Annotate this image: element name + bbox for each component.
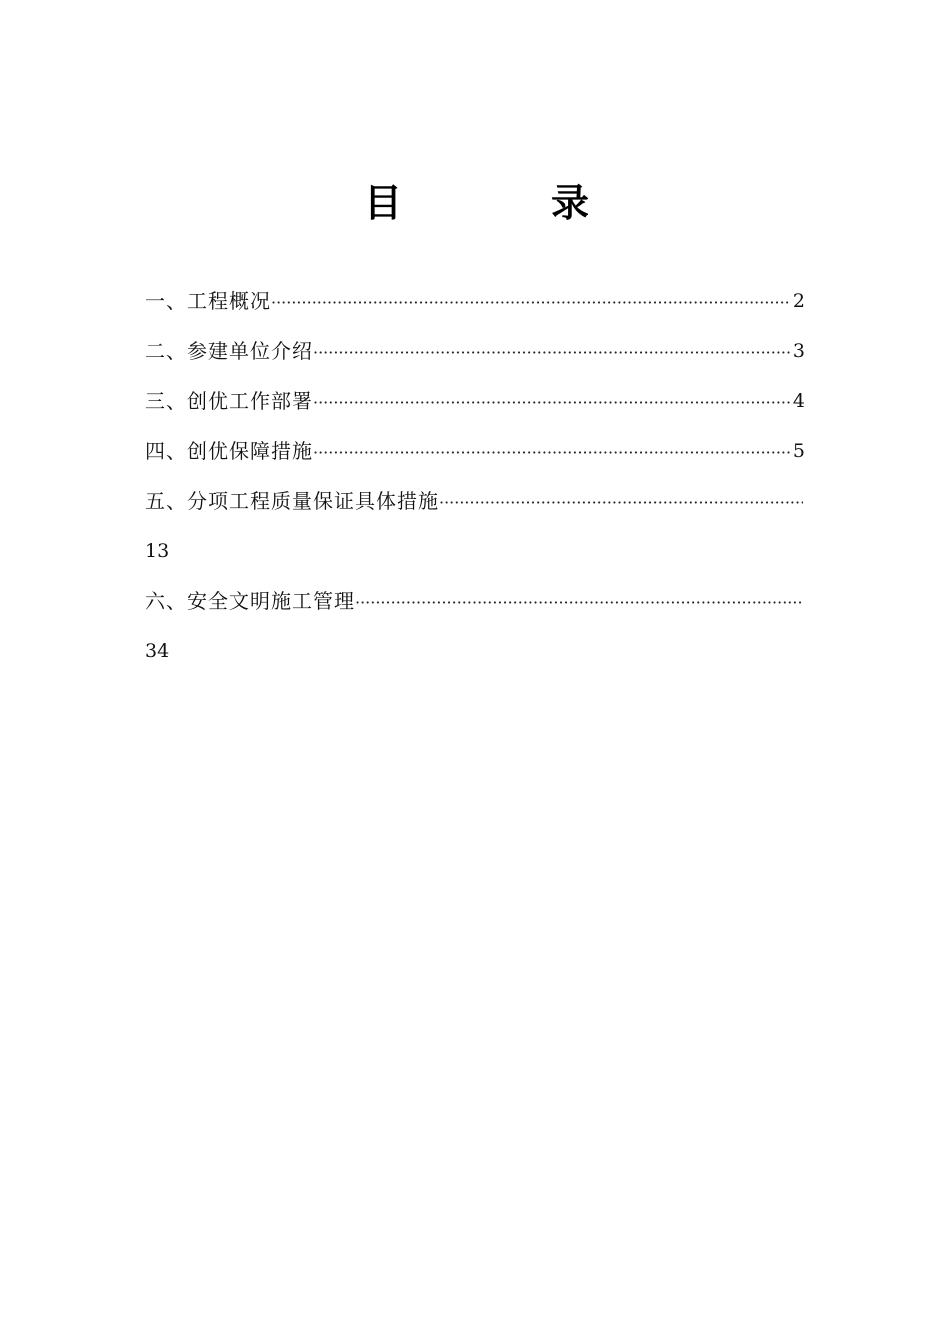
toc-entry-page: 5 (792, 440, 805, 462)
toc-entry-6[interactable] (145, 576, 805, 626)
toc-entry-label: 三、创优工作部署 (145, 389, 313, 413)
toc-leader-dots (439, 478, 803, 526)
title-char-2: 录 (551, 181, 590, 225)
toc-entry-1[interactable] (145, 276, 805, 326)
toc-entry-page: 13 (145, 540, 170, 562)
toc-entry-3[interactable] (145, 376, 805, 426)
toc-entry-page: 34 (145, 640, 170, 662)
title-char-1: 目 (364, 181, 403, 225)
toc-entry-2[interactable] (145, 326, 805, 376)
toc-leader-dots (313, 428, 791, 476)
toc-entry-page: 4 (792, 390, 805, 412)
toc-entry-page: 3 (792, 340, 805, 362)
toc-entry-page: 2 (792, 290, 805, 312)
toc-entry-label: 二、参建单位介绍 (145, 339, 313, 363)
toc-leader-dots (313, 328, 791, 376)
toc-entry-label: 一、工程概况 (145, 289, 271, 313)
toc-entry-5[interactable] (145, 476, 805, 526)
toc-entry-4[interactable] (145, 426, 805, 476)
toc-entry-5-page-line (145, 526, 805, 576)
toc-entry-label: 六、安全文明施工管理 (145, 589, 355, 613)
toc-leader-dots (313, 378, 791, 426)
toc-leader-dots (271, 278, 791, 326)
toc-entry-6-page-line (145, 626, 805, 676)
toc-entry-label: 五、分项工程质量保证具体措施 (145, 489, 439, 513)
document-title (0, 178, 950, 228)
table-of-contents (145, 276, 805, 676)
toc-leader-dots (355, 578, 803, 626)
toc-entry-label: 四、创优保障措施 (145, 439, 313, 463)
